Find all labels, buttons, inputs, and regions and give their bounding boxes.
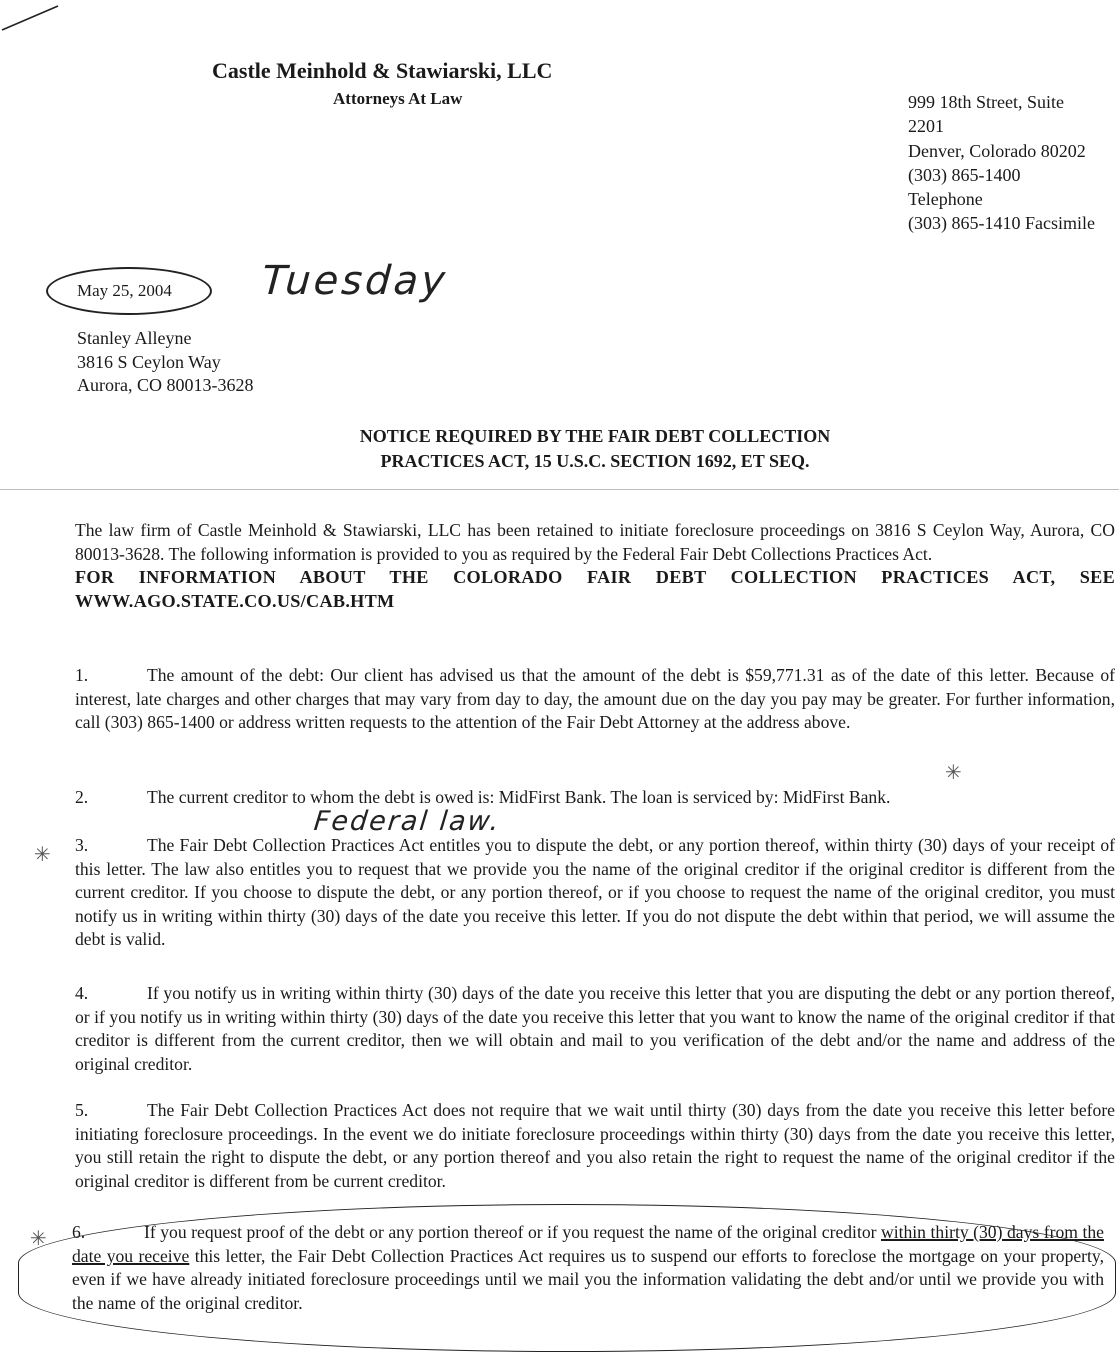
asterisk-mark: ✳ — [30, 1226, 47, 1250]
item-text: The amount of the debt: Our client has advised us that the amount of the debt is $59,771.31 as of the date of this letter. Because of interest, late charges and other charges that may vary from day to day, the amount due on the day you pay may be greater. For further information, call (303) 865-1400 or address written requests to the attention of the Fair Debt Attorney at the address above. — [75, 665, 1115, 733]
handwritten-day-note: Tuesday — [260, 258, 450, 304]
firm-subtitle: Attorneys At Law — [333, 89, 463, 108]
firm-name: Castle Meinhold & Stawiarski, LLC — [212, 58, 553, 83]
recipient-address — [77, 327, 253, 398]
item-1 — [75, 664, 1115, 735]
item-3 — [75, 834, 1115, 952]
colorado-notice: FOR INFORMATION ABOUT THE COLORADO FAIR DEBT COLLECTION PRACTICES ACT, SEE WWW.AGO.STATE.CO.US/CAB.HTM — [75, 567, 1115, 611]
firm-address-block — [908, 90, 1119, 236]
notice-title-line: NOTICE REQUIRED BY THE FAIR DEBT COLLECTION — [359, 426, 831, 446]
item-number: 1. — [75, 665, 89, 685]
item-text-underlined: within thirty (30) days from the date you receive — [72, 1222, 1104, 1266]
item-text: The Fair Debt Collection Practices Act entitles you to dispute the debt, or any portion thereof, within thirty (30) days of your receipt of this letter. The law also entitles you to request that we provide you the name of the original creditor if the original creditor is different from the current creditor. If you choose to dispute the debt, or any portion thereof, or if you choose to request the name of the original creditor, you must notify us in writing within thirty (30) days of the date you receive this letter. If you do not dispute the debt within that period, we will assume the debt is valid. — [75, 835, 1115, 950]
notice-title-line: PRACTICES ACT, 15 U.S.C. SECTION 1692, ET SEQ. — [380, 451, 810, 471]
address-line: Telephone — [908, 189, 983, 210]
intro-paragraph — [75, 519, 1115, 613]
item-6 — [72, 1221, 1104, 1315]
recipient-line: Stanley Alleyne — [77, 328, 192, 348]
item-number: 4. — [75, 983, 89, 1003]
item-number: 3. — [75, 835, 89, 855]
recipient-line: 3816 S Ceylon Way — [77, 351, 221, 372]
letter-date: May 25, 2004 — [77, 281, 172, 300]
address-line: (303) 865-1410 Facsimile — [908, 213, 1095, 234]
item-number: 6. — [72, 1222, 86, 1242]
address-line: 2201 — [908, 116, 944, 137]
item-number: 5. — [75, 1100, 89, 1120]
asterisk-mark: ✳ — [945, 760, 962, 784]
item-text: The current creditor to whom the debt is owed is: MidFirst Bank. The loan is serviced by: MidFirst Bank. — [147, 787, 891, 807]
asterisk-mark: ✳ — [34, 842, 51, 866]
recipient-line: Aurora, CO 80013-3628 — [77, 375, 254, 396]
item-4 — [75, 982, 1115, 1076]
item-number: 2. — [75, 787, 89, 807]
handwritten-law-note: Federal law. — [312, 806, 503, 837]
address-line: 999 18th Street, Suite — [908, 92, 1064, 112]
item-text: If you request proof of the debt or any portion thereof or if you request the name of the original creditor — [144, 1222, 882, 1242]
notice-title — [200, 424, 990, 474]
fax-scan-line — [0, 489, 1119, 490]
address-line: Denver, Colorado 80202 — [908, 140, 1086, 161]
item-text: this letter, the Fair Debt Collection Practices Act requires us to suspend our efforts to foreclose the mortgage on your property, even if we have already initiated foreclosure proceedings until we mail you the information validating the debt and/or until we provide you with the name of the original creditor. — [72, 1245, 1104, 1313]
pen-stroke-mark — [0, 0, 80, 40]
address-line: (303) 865-1400 — [908, 164, 1021, 185]
intro-text: The law firm of Castle Meinhold & Stawiarski, LLC has been retained to initiate foreclosure proceedings on 3816 S Ceylon Way, Aurora, CO 80013-3628. The following information is provided to you as required by the Federal Fair Debt Collections Practices Act. — [75, 520, 1115, 564]
item-text: If you notify us in writing within thirty (30) days of the date you receive this letter that you are disputing the debt or any portion thereof, or if you notify us in writing within thirty (30) days of the date you receive this letter that you want to know the name of the original creditor if that creditor is different from the current creditor, then we will obtain and mail to you verification of the debt and/or the name and address of the original creditor. — [75, 983, 1115, 1074]
item-2 — [75, 786, 1115, 810]
item-text: The Fair Debt Collection Practices Act does not require that we wait until thirty (30) days from the date you receive this letter before initiating foreclosure proceedings. In the event we do initiate foreclosure proceedings within thirty (30) days from the date you receive this letter, you still retain the right to dispute the debt, or any portion thereof and you also retain the right to request the name of the original creditor if the original creditor is different from be current creditor. — [75, 1100, 1115, 1191]
item-5 — [75, 1099, 1115, 1193]
